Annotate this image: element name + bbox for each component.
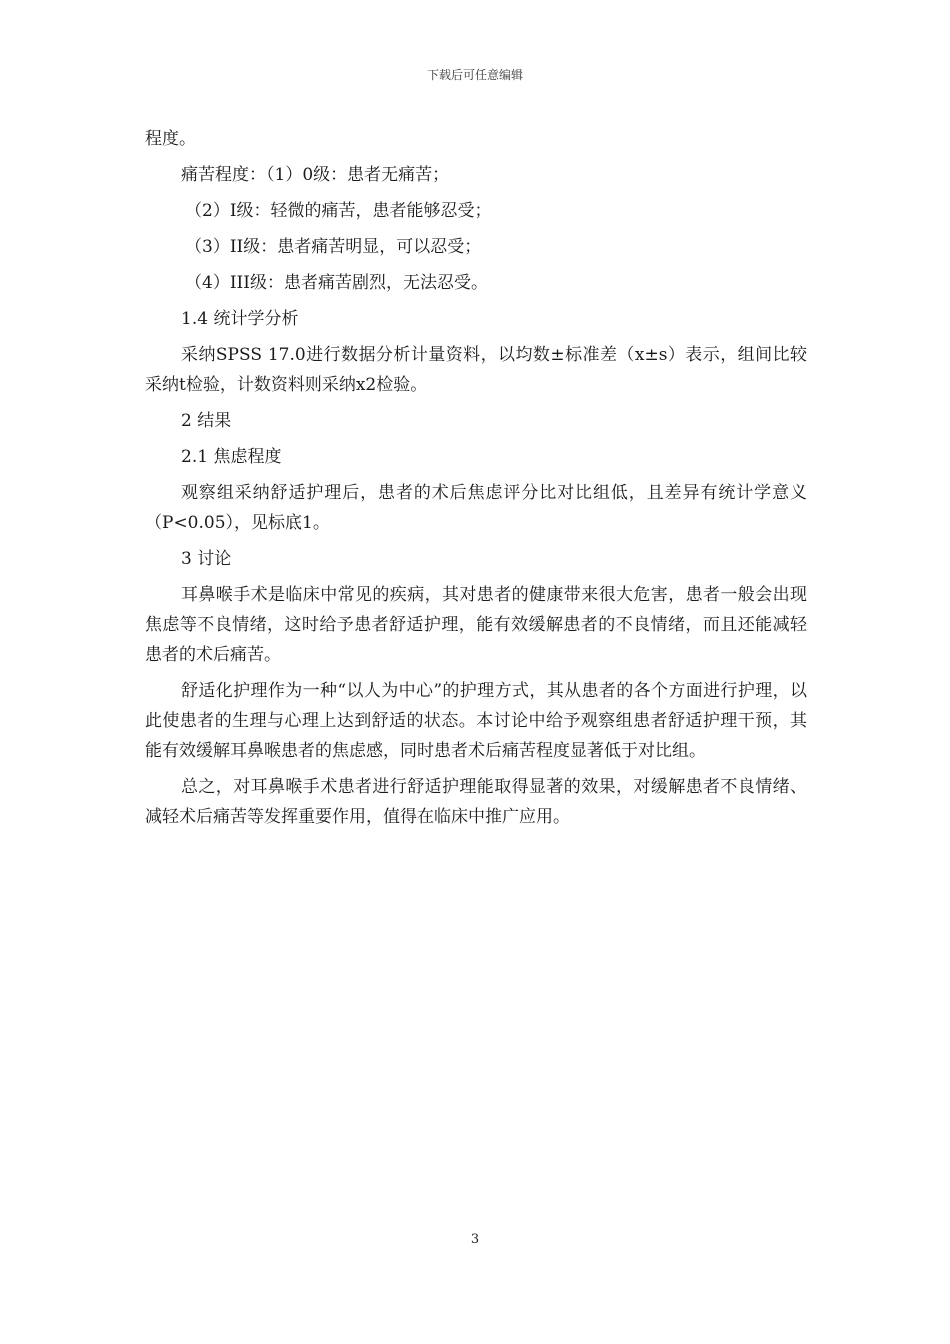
section-heading: 3 讨论	[181, 549, 232, 569]
paragraph: 采纳SPSS 17.0进行数据分析计量资料，以均数±标准差（x±s）表示，组间比较采纳t检验，计数资料则采纳x2检验。	[145, 345, 807, 395]
paragraph: 观察组采纳舒适护理后，患者的术后焦虑评分比对比组低，且差异有统计学意义（P<0.05），见标底1。	[145, 483, 807, 533]
page-number: 3	[470, 1232, 480, 1247]
page-header: 下载后可任意编辑	[426, 68, 523, 82]
pain-level-item: （3）II级：患者痛苦明显，可以忍受；	[185, 237, 482, 257]
pain-level-item: （4）III级：患者痛苦剧烈，无法忍受。	[185, 273, 488, 293]
section-heading: 2 结果	[181, 411, 232, 431]
pain-level-item: （2）I级：轻微的痛苦，患者能够忍受；	[185, 201, 492, 221]
document-body	[145, 124, 807, 838]
section-heading: 1.4 统计学分析	[181, 309, 299, 329]
paragraph: 舒适化护理作为一种“以人为中心”的护理方式，其从患者的各个方面进行护理，以此使患者的生理与心理上达到舒适的状态。本讨论中给予观察组患者舒适护理干预，其能有效缓解耳鼻喉患者的焦虑感，同时患者术后痛苦程度显著低于对比组。	[145, 681, 807, 761]
paragraph: 耳鼻喉手术是临床中常见的疾病，其对患者的健康带来很大危害，患者一般会出现焦虑等不良情绪，这时给予患者舒适护理，能有效缓解患者的不良情绪，而且还能减轻患者的术后痛苦。	[145, 585, 807, 665]
pain-level-intro: 痛苦程度：（1）0级：患者无痛苦；	[181, 165, 450, 185]
paragraph: 总之，对耳鼻喉手术患者进行舒适护理能取得显著的效果，对缓解患者不良情绪、减轻术后痛苦等发挥重要作用，值得在临床中推广应用。	[145, 777, 807, 827]
section-heading: 2.1 焦虑程度	[181, 447, 282, 467]
paragraph-continuation: 程度。	[145, 129, 196, 149]
